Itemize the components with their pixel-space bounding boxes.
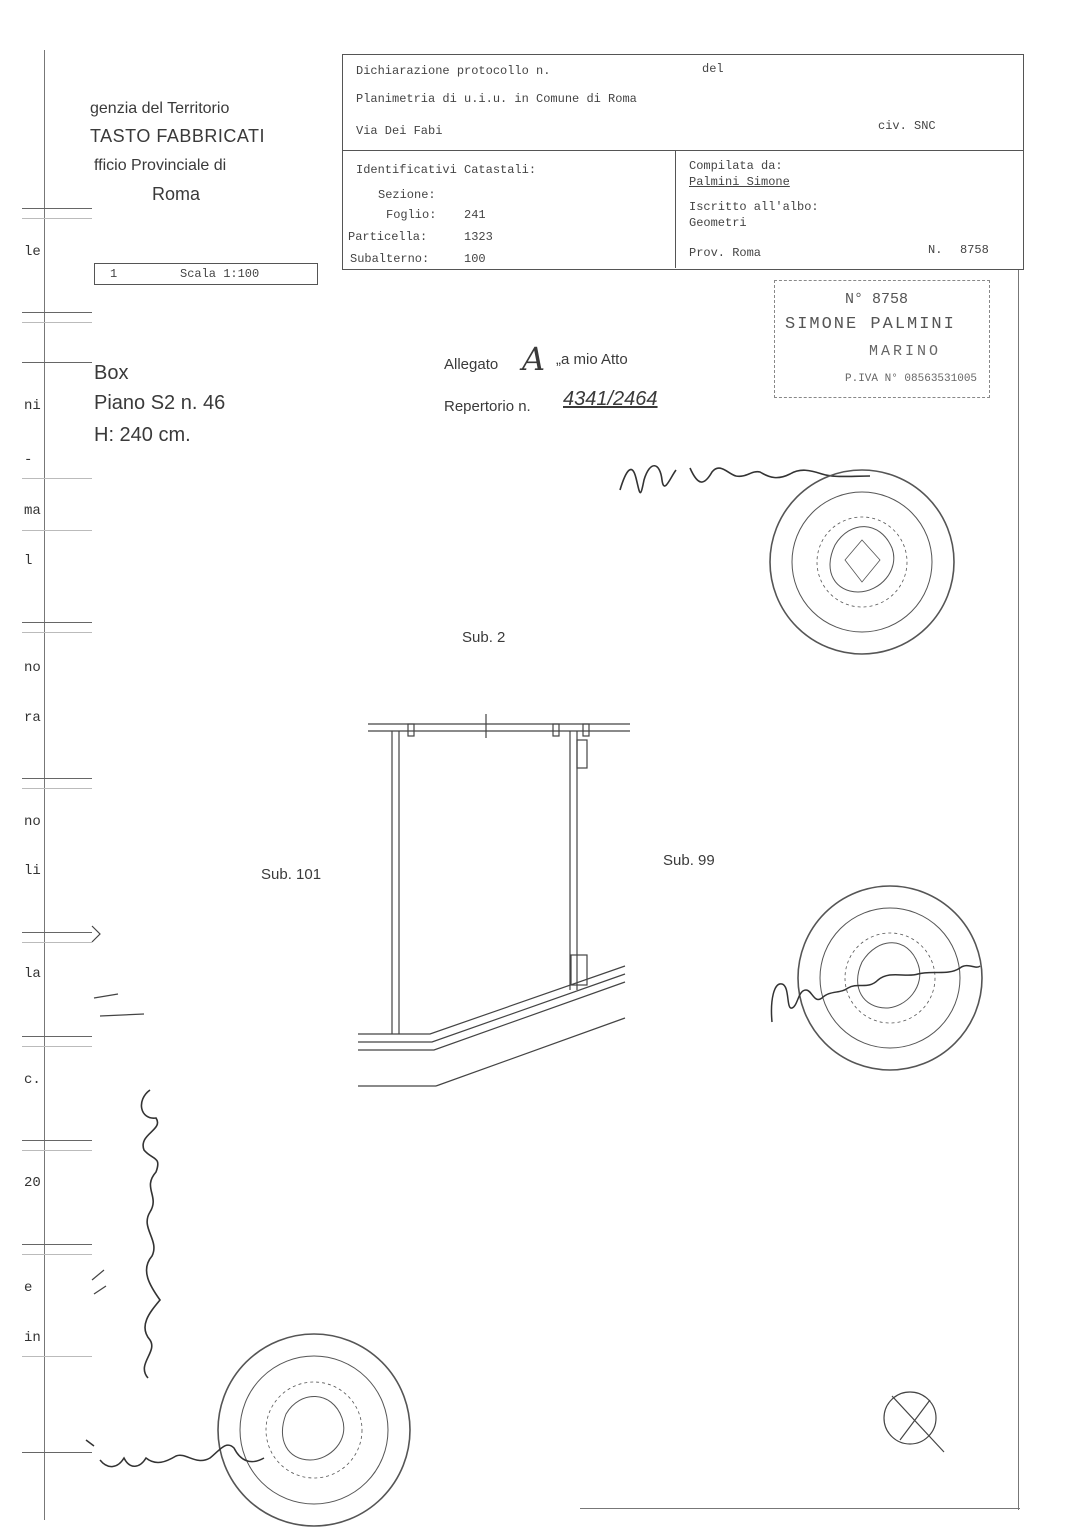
margin-text: in — [24, 1330, 41, 1346]
allegato-letter: A — [522, 340, 546, 378]
margin-text: la — [24, 966, 41, 982]
planimetria-label: Planimetria di u.i.u. in Comune di Roma — [356, 92, 637, 106]
n-value: 8758 — [960, 243, 989, 257]
margin-text: li — [24, 863, 41, 879]
allegato-label: Allegato — [444, 356, 499, 373]
margin-text: no — [24, 814, 41, 830]
unit-type: Box — [94, 362, 129, 384]
stamp-piva: P.IVA N° 08563531005 — [845, 373, 978, 385]
label-sub-99: Sub. 99 — [663, 852, 715, 869]
n-label: N. — [928, 243, 943, 257]
margin-text: ra — [24, 710, 41, 726]
compilata-title: Compilata da: — [689, 159, 783, 173]
particella-label: Particella: — [348, 230, 428, 244]
agency-line-3: fficio Provinciale di — [94, 157, 227, 174]
margin-text: e — [24, 1280, 33, 1296]
dichiarazione-label: Dichiarazione protocollo n. — [356, 64, 551, 78]
iscritto-label: Iscritto all'albo: — [689, 200, 819, 214]
notary-seal-top — [770, 470, 954, 654]
stamp-number: N° 8758 — [845, 291, 909, 308]
albo-value: Geometri — [689, 216, 747, 230]
margin-text: ni — [24, 398, 41, 414]
foglio-value: 241 — [464, 208, 486, 222]
margin-text: c. — [24, 1072, 41, 1088]
label-sub-2: Sub. 2 — [462, 629, 506, 646]
particella-value: 1323 — [464, 230, 493, 244]
unit-height: H: 240 cm. — [94, 424, 191, 446]
unit-floor: Piano S2 n. 46 — [94, 392, 226, 414]
floor-plan — [358, 714, 630, 1086]
repertorio-value: 4341/2464 — [563, 388, 658, 410]
via-label: Via Dei Fabi — [356, 124, 443, 138]
notary-signature-bottom — [86, 1440, 264, 1467]
notary-signature-top — [620, 466, 870, 493]
stamp-name: SIMONE PALMINI — [785, 315, 956, 334]
margin-text: - — [24, 452, 33, 468]
scale-label: Scala 1:100 — [180, 267, 260, 281]
agency-line-4: Roma — [152, 184, 201, 204]
notary-signature-middle — [771, 966, 980, 1022]
margin-text: l — [24, 553, 33, 569]
foglio-label: Foglio: — [386, 208, 437, 222]
civ-label: civ. SNC — [878, 119, 936, 133]
margin-text: ma — [24, 503, 41, 519]
subalterno-label: Subalterno: — [350, 252, 430, 266]
repertorio-label: Repertorio n. — [444, 398, 531, 415]
surveyor-name: Palmini Simone — [689, 175, 790, 189]
label-sub-101: Sub. 101 — [261, 866, 322, 883]
identificativi-title: Identificativi Catastali: — [356, 163, 537, 177]
agency-line-2: TASTO FABBRICATI — [90, 126, 266, 146]
margin-text: le — [24, 244, 41, 260]
margin-text: no — [24, 660, 41, 676]
margin-text: 20 — [24, 1175, 41, 1191]
notary-signature-vertical — [141, 1090, 160, 1378]
agency-line-1: genzia del Territorio — [90, 100, 230, 117]
del-label: del — [702, 62, 724, 76]
stamp-marino: MARINO — [869, 343, 942, 360]
margin-marks — [92, 926, 144, 1294]
sheet-number: 1 — [110, 267, 118, 281]
prov-label: Prov. Roma — [689, 246, 762, 260]
sezione-label: Sezione: — [378, 188, 436, 202]
notary-seal-middle — [798, 886, 982, 1070]
subalterno-value: 100 — [464, 252, 486, 266]
north-arrow-icon — [884, 1392, 944, 1452]
allegato-suffix: „a mio Atto — [556, 351, 628, 368]
notary-seal-bottom — [218, 1334, 410, 1526]
